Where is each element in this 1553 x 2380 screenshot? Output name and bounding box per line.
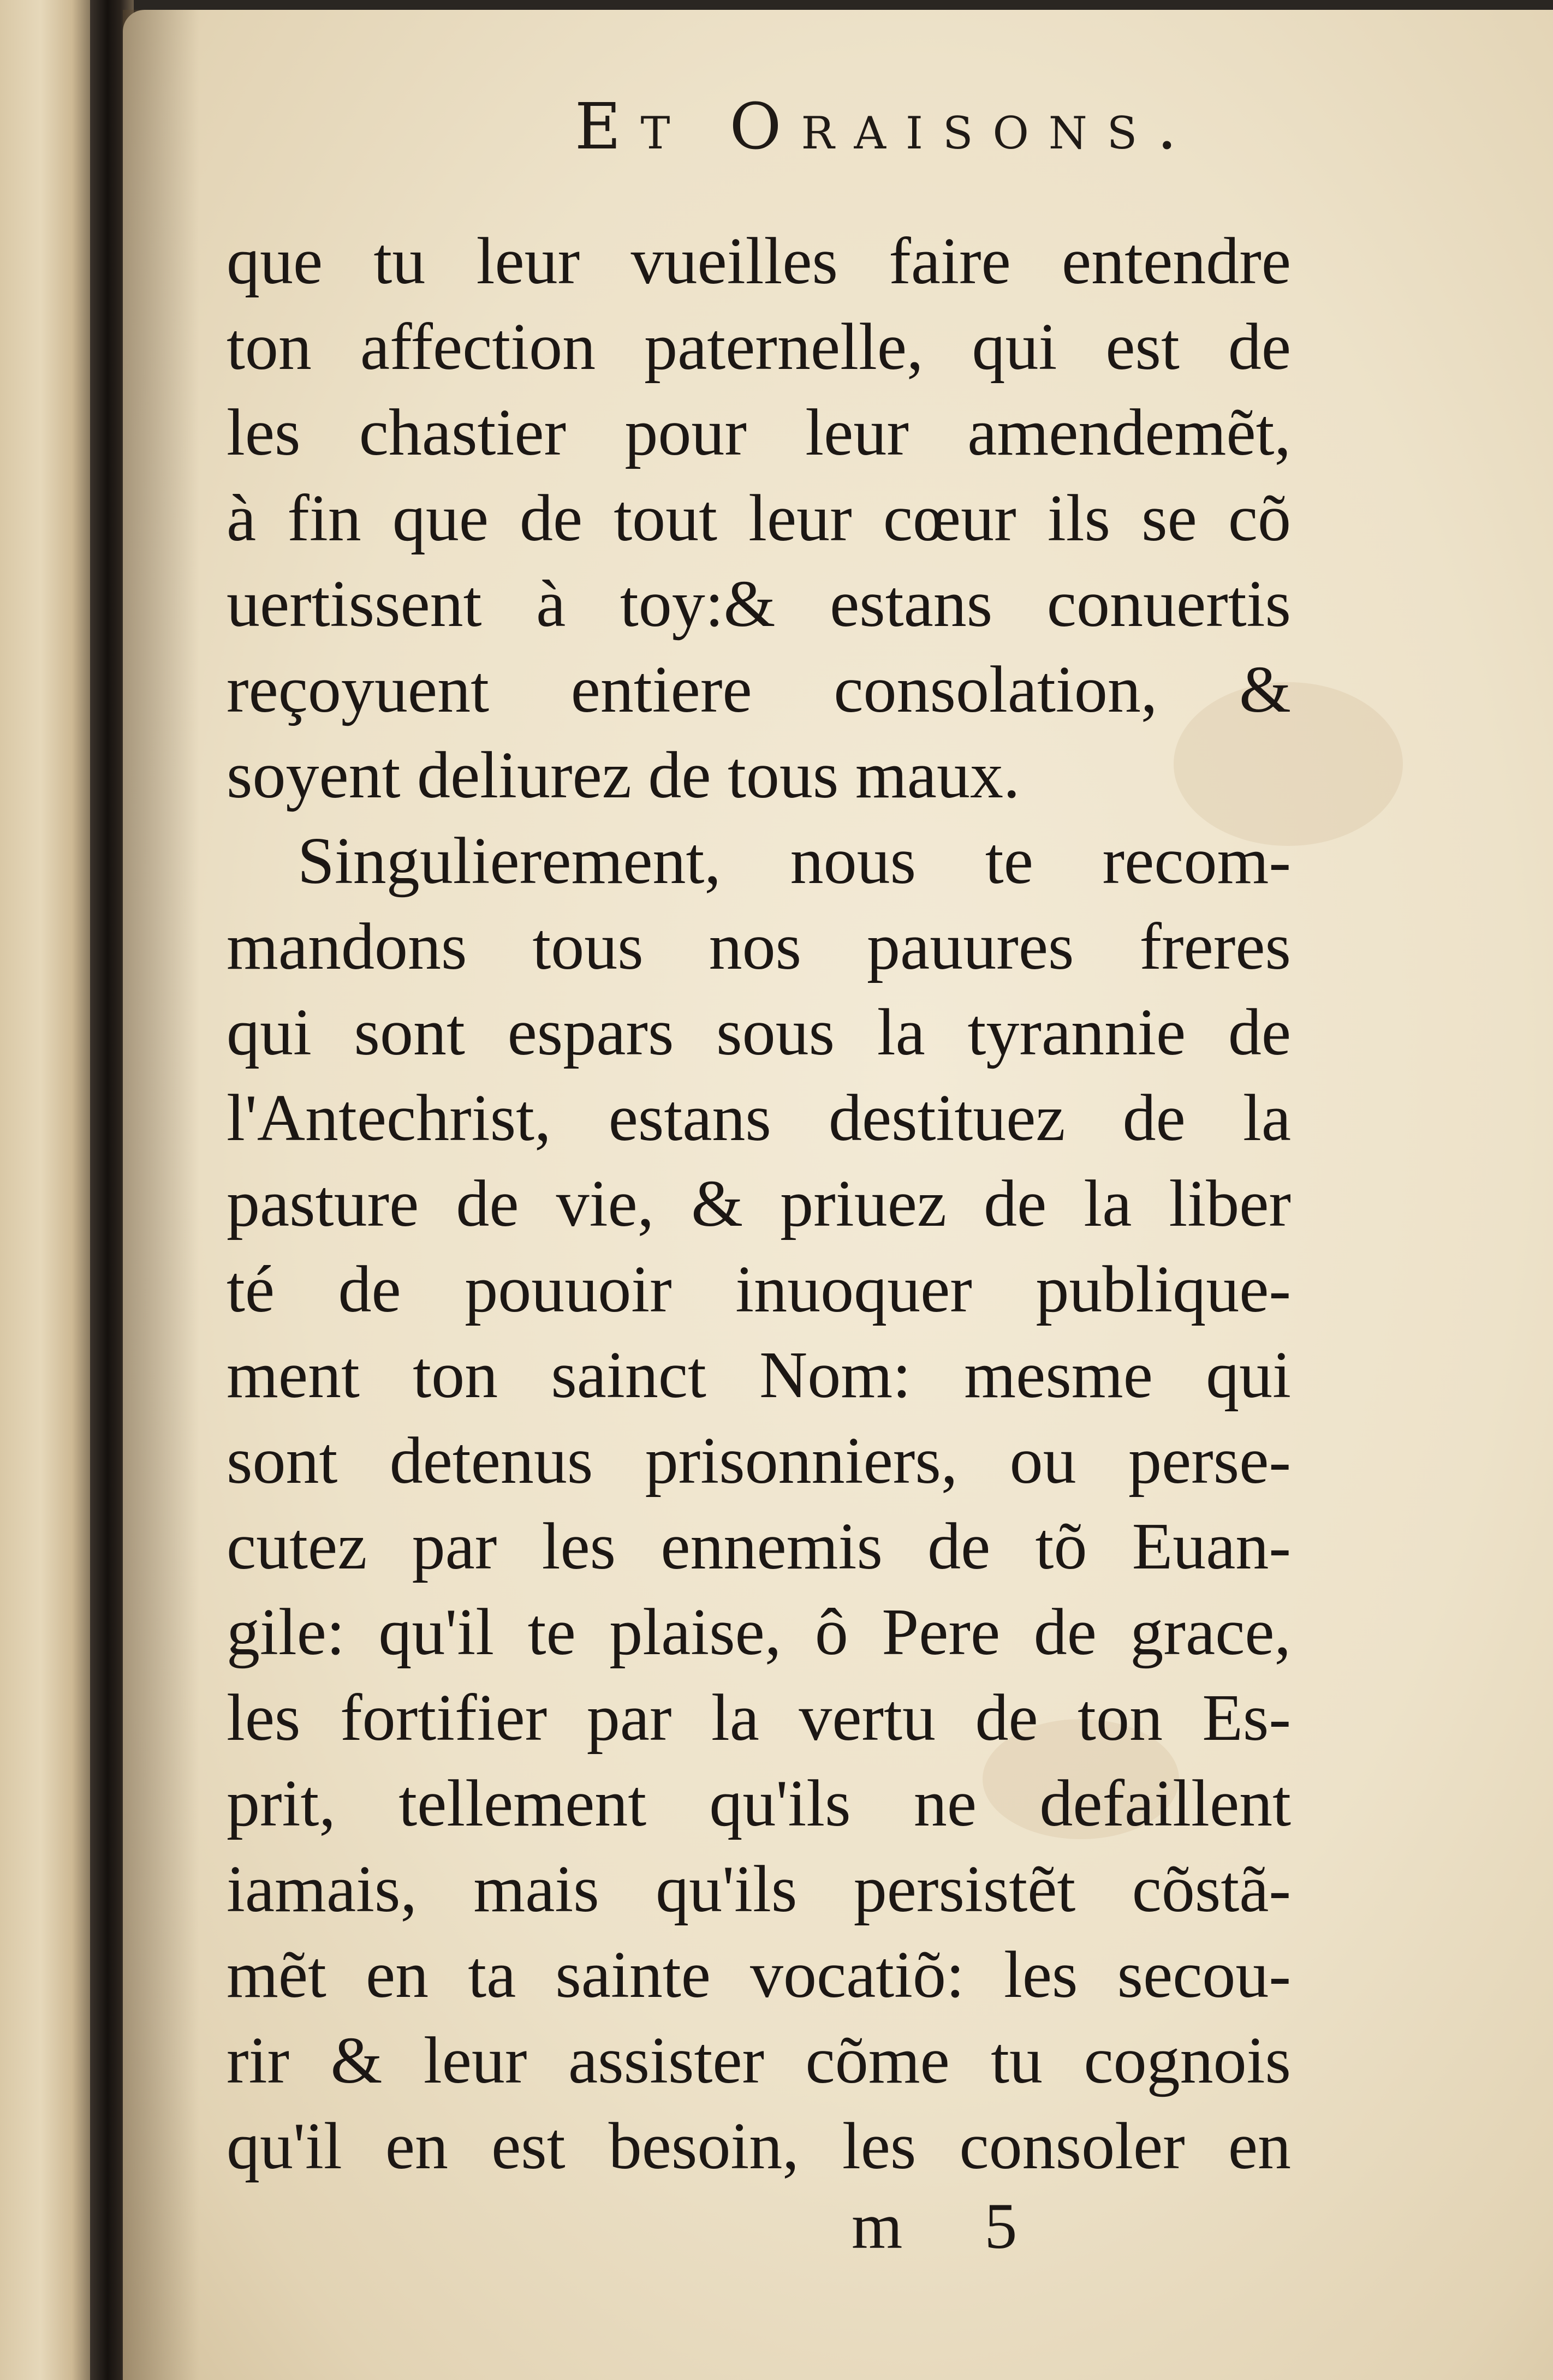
body-text — [227, 218, 1291, 2189]
text-line: reçoyuent entiere consolation, & — [227, 653, 1291, 726]
text-line: soyent deliurez de tous maux. — [227, 738, 1020, 812]
text-line: ton affection paternelle, qui est de — [227, 310, 1291, 384]
text-line: pasture de vie, & priuez de la liber — [227, 1167, 1291, 1240]
text-line: Singulierement, nous te recom- — [297, 824, 1291, 898]
text-line: les fortifier par la vertu de ton Es- — [227, 1681, 1291, 1755]
text-line: mandons tous nos pauures freres — [227, 910, 1291, 983]
text-line: qui sont espars sous la tyrannie de — [227, 995, 1291, 1069]
text-line: ment ton sainct Nom: mesme qui — [227, 1338, 1291, 1412]
text-line: les chastier pour leur amendemẽt, — [227, 396, 1291, 469]
text-line: té de pouuoir inuoquer publique- — [227, 1252, 1291, 1326]
text-line: uertissent à toy:& estans conuertis — [227, 567, 1291, 641]
running-head: Et Oraisons. — [574, 90, 1197, 164]
text-line: rir & leur assister cõme tu cognois — [227, 2024, 1291, 2097]
text-line: que tu leur vueilles faire entendre — [227, 224, 1291, 298]
text-line: l'Antechrist, estans destituez de la — [227, 1081, 1291, 1155]
left-page-edge — [0, 0, 90, 2380]
signature-mark: m 5 — [852, 2190, 1050, 2262]
text-line: à fin que de tout leur cœur ils se cõ — [227, 481, 1291, 555]
page-shadow — [123, 10, 199, 2380]
text-line: gile: qu'il te plaise, ô Pere de grace, — [227, 1595, 1291, 1669]
text-line: iamais, mais qu'ils persistẽt cõstã- — [227, 1852, 1291, 1926]
text-line: cutez par les ennemis de tõ Euan- — [227, 1510, 1291, 1583]
text-line: prit, tellement qu'ils ne defaillent — [227, 1767, 1291, 1840]
text-line: mẽt en ta sainte vocatiõ: les secou- — [227, 1938, 1291, 2012]
text-line: qu'il en est besoin, les consoler en — [227, 2109, 1291, 2183]
text-line: sont detenus prisonniers, ou perse- — [227, 1424, 1291, 1498]
